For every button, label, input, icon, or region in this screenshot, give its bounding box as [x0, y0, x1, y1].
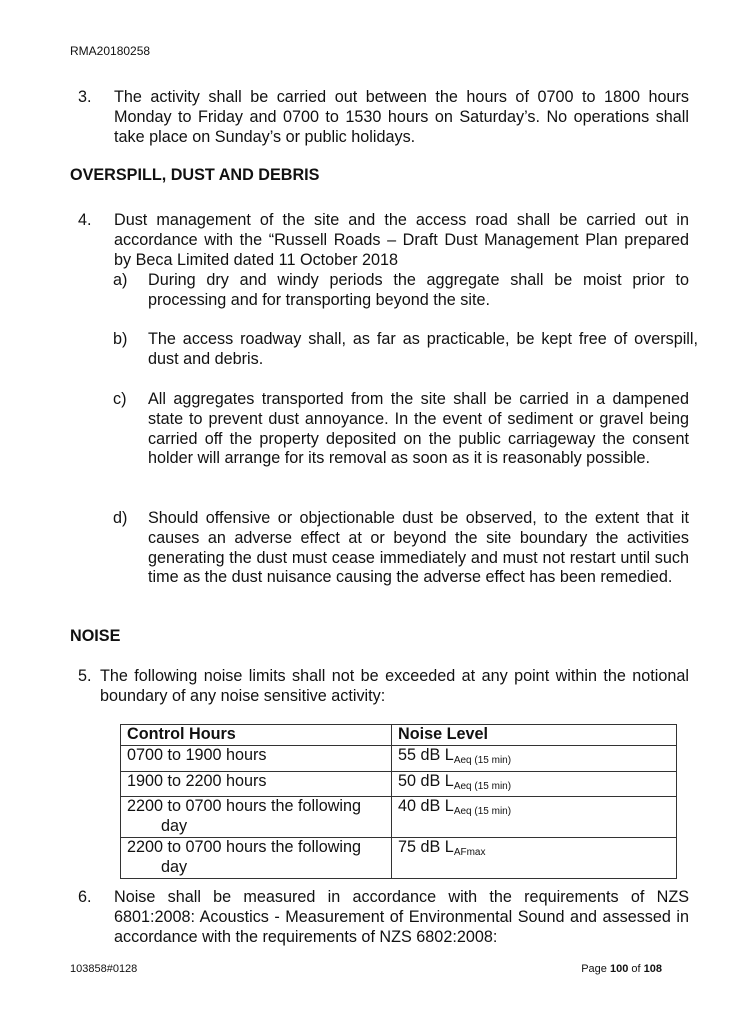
noise-level: 75 dB L	[398, 837, 454, 856]
noise-level-subscript: Aeq (15 min)	[453, 754, 512, 766]
page-total: 108	[643, 963, 662, 975]
footer-doc-id: 103858#0128	[70, 963, 138, 975]
sub-item-a	[113, 271, 689, 311]
condition-number: 4.	[78, 211, 92, 229]
sub-item-b	[113, 330, 698, 370]
condition-6	[78, 888, 689, 947]
table-row	[121, 797, 677, 838]
sub-item-label: b)	[113, 330, 128, 348]
page-prefix: Page	[581, 963, 607, 975]
sub-item-text: During dry and windy periods the aggregate shall be moist prior to processing and for transporting beyond the site.	[148, 271, 689, 309]
noise-level-subscript: Aeq (15 min)	[453, 780, 512, 792]
noise-level-subscript: AFmax	[453, 846, 486, 858]
sub-item-c	[113, 390, 689, 469]
noise-level: 40 dB L	[398, 797, 454, 816]
condition-number: 3.	[78, 88, 92, 106]
table-row	[121, 771, 677, 797]
control-hours-continuation: day	[161, 817, 188, 836]
section-heading-dust: OVERSPILL, DUST AND DEBRIS	[70, 166, 320, 184]
section-heading-noise: NOISE	[70, 627, 121, 645]
noise-level-cell	[392, 837, 677, 878]
control-hours: 2200 to 0700 hours the following	[127, 797, 361, 816]
control-hours: 1900 to 2200 hours	[127, 771, 267, 790]
noise-level: 50 dB L	[398, 771, 454, 790]
column-header-level: Noise Level	[392, 725, 677, 746]
sub-item-text: Should offensive or objectionable dust be observed, to the extent that it causes an adverse effect at or beyond the site boundary the activities generating the dust must cease immediately and must not restart until such time as the dust nuisance causing the adverse effect has been remedied.	[148, 509, 689, 587]
document-reference: RMA20180258	[70, 44, 151, 58]
control-hours-cell	[121, 745, 392, 771]
control-hours-cell	[121, 837, 392, 878]
sub-item-label: d)	[113, 509, 128, 527]
condition-text: The activity shall be carried out between the hours of 0700 to 1800 hours Monday to Friday and 0700 to 1530 hours on Saturday’s. No operations shall take place on Sunday’s or public holidays.	[114, 88, 689, 146]
footer-page-number	[581, 963, 662, 975]
noise-limits-table	[120, 724, 677, 879]
condition-5	[78, 667, 689, 707]
sub-item-label: a)	[113, 271, 128, 289]
noise-level: 55 dB L	[398, 745, 454, 764]
noise-level-cell	[392, 745, 677, 771]
table-header-row	[121, 725, 677, 746]
condition-text: The following noise limits shall not be exceeded at any point within the notional boundary of any noise sensitive activity:	[100, 667, 689, 705]
page-current: 100	[609, 963, 629, 975]
table-row	[121, 745, 677, 771]
sub-item-text: All aggregates transported from the site shall be carried in a dampened state to prevent dust annoyance. In the event of sediment or gravel being carried off the property deposited on the public carriageway the consent holder will arrange for its removal as soon as it is reasonably possible.	[148, 390, 689, 468]
noise-level-cell	[392, 771, 677, 797]
column-header-hours: Control Hours	[121, 725, 392, 746]
condition-number: 5.	[78, 667, 92, 685]
sub-item-text: The access roadway shall, as far as practicable, be kept free of overspill, dust and debris.	[148, 330, 698, 368]
condition-4	[78, 211, 689, 270]
control-hours-continuation: day	[161, 857, 188, 876]
control-hours: 0700 to 1900 hours	[127, 745, 267, 764]
control-hours-cell	[121, 771, 392, 797]
condition-text: Dust management of the site and the access road shall be carried out in accordance with the “Russell Roads – Draft Dust Management Plan prepared by Beca Limited dated 11 October 2018	[114, 211, 689, 269]
table-row	[121, 837, 677, 878]
condition-3	[78, 88, 689, 147]
condition-text: Noise shall be measured in accordance with the requirements of NZS 6801:2008: Acoustics - Measurement of Environmental Sound and assessed in accordance with the requirements of NZS 6802:2008:	[114, 888, 689, 946]
sub-item-d	[113, 509, 689, 588]
noise-level-cell	[392, 797, 677, 838]
sub-item-label: c)	[113, 390, 127, 408]
noise-level-subscript: Aeq (15 min)	[453, 806, 512, 818]
page-of: of	[631, 963, 641, 975]
control-hours-cell	[121, 797, 392, 838]
condition-number: 6.	[78, 888, 92, 906]
control-hours: 2200 to 0700 hours the following	[127, 837, 361, 856]
